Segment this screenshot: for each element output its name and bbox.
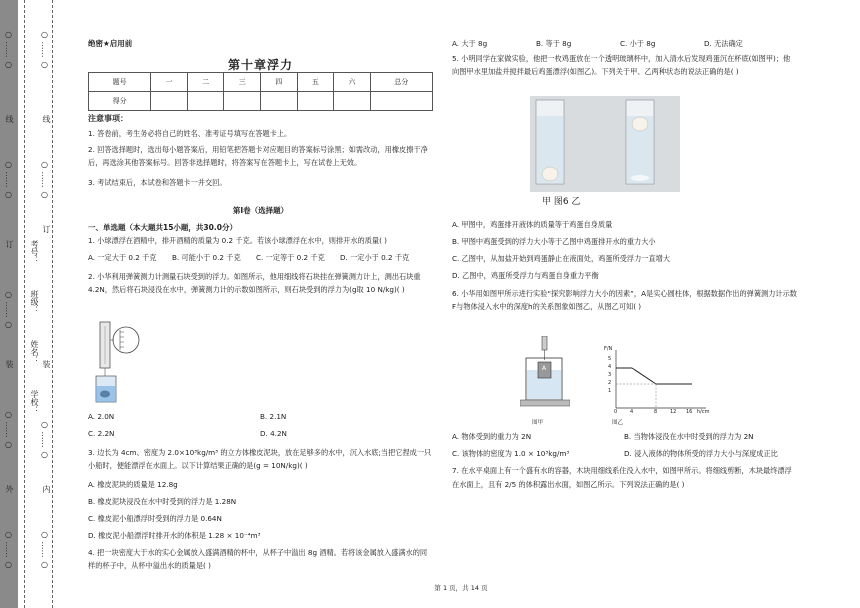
outer-label-outside: 外 [5, 485, 14, 493]
y-tick: 5 [608, 356, 612, 362]
option: D. 4.2N [260, 429, 287, 438]
question-3-option: B. 橡皮泥块浸没在水中时受到的浮力是 1.28N [88, 497, 237, 506]
score-cell [187, 92, 224, 111]
question-7-stem: 7. 在水平桌面上有一个盛有水的容器，木块用细线系住没入水中，如图甲所示。将细线剪断，木块最终漂浮在水面上，且有 2/5 的体积露出水面，如图乙所示。下列说法正确的是( ) [452, 466, 792, 489]
school-field: 学校： [30, 390, 39, 414]
question-4-stem: 4. 把一块密度大于水的实心金属放入盛满酒精的杯中，从杯子中溢出 8g 酒精。若将该金属放入盛满水的同样的杯子中，从杯中溢出水的质量是( ) [88, 548, 428, 570]
outer-cut-line [24, 0, 25, 608]
outer-label-line: 线 [5, 115, 14, 123]
option: A. 2.0N [88, 412, 115, 421]
score-table [88, 72, 433, 111]
page-title: 第十章浮力 [227, 58, 293, 72]
score-cell: 六 [334, 73, 371, 92]
option: B. 当物体浸没在水中时受到的浮力为 2N [624, 432, 754, 441]
exam-number-field: 考号： [30, 240, 39, 264]
note-item: 1. 答卷前，考生务必将自己的姓名、准考证号填写在答题卡上。 [88, 129, 292, 138]
score-cell: 总分 [370, 73, 432, 92]
outer-label-bind: 订 [5, 240, 14, 248]
option: C. 2.2N [88, 429, 115, 438]
outer-dots: ○ …… ○ [4, 410, 13, 450]
name-field: 姓名： [30, 340, 39, 364]
question-3-stem: 3. 边长为 4cm、密度为 2.0×10³kg/m³ 的立方体橡皮泥块，放在足够多的水中，沉入水底;当把它捏成一只小船时，便能漂浮在水面上。以下计算结果正确的是(g = 10N/kg)( ) [88, 448, 432, 470]
option: B. 2.1N [260, 412, 287, 421]
volume-heading: 第Ⅰ卷（选择题） [232, 206, 289, 215]
chart-x-label: h/cm [697, 409, 710, 415]
question-5-option: C. 乙图中，从加盐开始到鸡蛋静止在液面处，鸡蛋所受浮力一直增大 [452, 254, 671, 263]
score-cell: 一 [151, 73, 188, 92]
inner-label-bind: 订 [42, 225, 51, 233]
score-cell [224, 92, 261, 111]
question-3-option: C. 橡皮泥小船漂浮时受到的浮力是 0.64N [88, 514, 222, 523]
outer-dots: ○ …… ○ [4, 160, 13, 200]
question-6-stem: 6. 小华用如图甲所示进行实验“探究影响浮力大小的因素”，A是实心圆柱体，根据数据作出的弹簧测力计示数F与物体浸入水中的深度h的关系图象如图乙，从图乙可知( ) [452, 289, 797, 311]
option: D. 无法确定 [704, 39, 743, 48]
question-4-options [452, 38, 797, 50]
y-tick: 1 [608, 388, 612, 394]
x-tick: 16 [686, 409, 693, 415]
option: C. 小于 8g [620, 39, 656, 48]
y-tick: 2 [608, 380, 612, 386]
question-5-stem: 5. 小明同学在家做实验，他把一枚鸡蛋放在一个透明玻璃杯中，加入清水后发现鸡蛋沉在杯底(如图甲)；他向图甲水里加盐并搅拌最后鸡蛋漂浮(如图乙)。下列关于甲、乙两种状态的说法正确的是( ) [452, 54, 791, 76]
inner-label-install: 装 [42, 360, 51, 368]
score-cell [151, 92, 188, 111]
y-tick: 3 [608, 372, 612, 378]
score-cell: 得分 [89, 92, 151, 111]
score-cell: 四 [260, 73, 297, 92]
question-6-options-row1 [452, 431, 797, 443]
force-depth-chart [602, 346, 712, 418]
option: A. 大于 8g [452, 39, 488, 48]
section-heading: 一、单选题（本大题共15小题，共30.0分） [88, 223, 237, 232]
score-cell: 三 [224, 73, 261, 92]
inner-dots: ○ …… ○ [40, 530, 49, 570]
secret-mark: 绝密★启用前 [88, 39, 133, 48]
option: A. 物体受到的重力为 2N [452, 432, 532, 441]
exam-page [62, 0, 860, 608]
score-cell [297, 92, 334, 111]
spring-scale-figure [90, 318, 140, 406]
note-item: 2. 回答选择题时，选出每小题答案后，用铅笔把答题卡对应题目的答案标号涂黑；如需改动，用橡皮擦干净后，再选涂其他答案标号。回答非选择题时，将答案写在答题卡上，写在试卷上无效。 [88, 145, 428, 167]
x-tick: 0 [614, 409, 618, 415]
inner-dots: ○ …… ○ [40, 30, 49, 70]
question-3-option: D. 橡皮泥小船漂浮时排开水的体积是 1.28 × 10⁻⁴m³ [88, 531, 261, 540]
outer-dots: ○ …… ○ [4, 30, 13, 70]
question-5-option: B. 甲图中鸡蛋受到的浮力大小等于乙图中鸡蛋排开水的重力大小 [452, 237, 656, 246]
score-table-value-row [89, 92, 433, 111]
question-2-stem: 2. 小华利用弹簧测力计测量石块受到的浮力。如图所示，他用细线将石块挂在弹簧测力计上，测出石块重 4.2N，然后将石块浸没在水中，弹簧测力计的示数如图所示，则石块受到的浮力为(g取 10 N/kg)( ) [88, 272, 421, 294]
question-2-options-row2 [88, 428, 433, 440]
option: B. 等于 8g [536, 39, 572, 48]
question-2-options-row1 [88, 411, 433, 423]
question-3-option: A. 橡皮泥块的质量是 12.8g [88, 480, 178, 489]
score-cell [370, 92, 432, 111]
inner-label-line: 线 [42, 115, 51, 123]
outer-dots: ○ …… ○ [4, 530, 13, 570]
class-field: 班级： [30, 290, 39, 314]
y-tick: 4 [608, 364, 612, 370]
x-tick: 8 [654, 409, 658, 415]
inner-dots: ○ …… ○ [40, 160, 49, 200]
figure-a-caption: 图甲 [532, 420, 544, 426]
option: C. 一定等于 0.2 千克 [256, 253, 325, 262]
option: D. 浸入液体的物体所受的浮力大小与深度成正比 [624, 449, 778, 458]
question-1-stem: 1. 小球漂浮在酒精中，排开酒精的质量为 0.2 千克。若该小球漂浮在水中，则排开水的质量( ) [88, 236, 387, 245]
option: D. 一定小于 0.2 千克 [340, 253, 410, 262]
outer-label-install: 装 [5, 360, 14, 368]
question-6-options-row2 [452, 448, 797, 460]
outer-dots: ○ …… ○ [4, 290, 13, 330]
block-a-label: A [542, 365, 547, 372]
notes-heading: 注意事项： [88, 114, 128, 123]
score-table-header-row [89, 73, 433, 92]
binding-strip [0, 0, 62, 608]
question-1-options [88, 252, 433, 264]
figure-b-caption: 图乙 [612, 420, 624, 426]
egg-figure-caption: 甲 图6 乙 [542, 197, 581, 207]
x-tick: 4 [630, 409, 634, 415]
score-cell: 五 [297, 73, 334, 92]
inner-cut-line [52, 0, 53, 608]
option: C. 该物体的密度为 1.0 × 10³kg/m³ [452, 449, 570, 458]
inner-dots: ○ …… ○ [40, 420, 49, 460]
page-footer: 第 1 页，共 14 页 [434, 584, 488, 592]
note-item: 3. 考试结束后，本试卷和答题卡一并交回。 [88, 178, 227, 187]
score-cell [334, 92, 371, 111]
inner-label-inside: 内 [42, 485, 51, 493]
option: A. 一定大于 0.2 千克 [88, 253, 157, 262]
chart-y-label: F/N [604, 346, 613, 352]
x-tick: 12 [670, 409, 677, 415]
egg-glass-photo [530, 96, 680, 192]
question-5-option: D. 乙图中，鸡蛋所受浮力与鸡蛋自身重力平衡 [452, 271, 599, 280]
score-cell [260, 92, 297, 111]
score-cell: 题号 [89, 73, 151, 92]
question-5-option: A. 甲图中，鸡蛋排开液体的质量等于鸡蛋自身质量 [452, 220, 613, 229]
experiment-apparatus-figure [520, 336, 570, 416]
score-cell: 二 [187, 73, 224, 92]
option: B. 可能小于 0.2 千克 [172, 253, 241, 262]
